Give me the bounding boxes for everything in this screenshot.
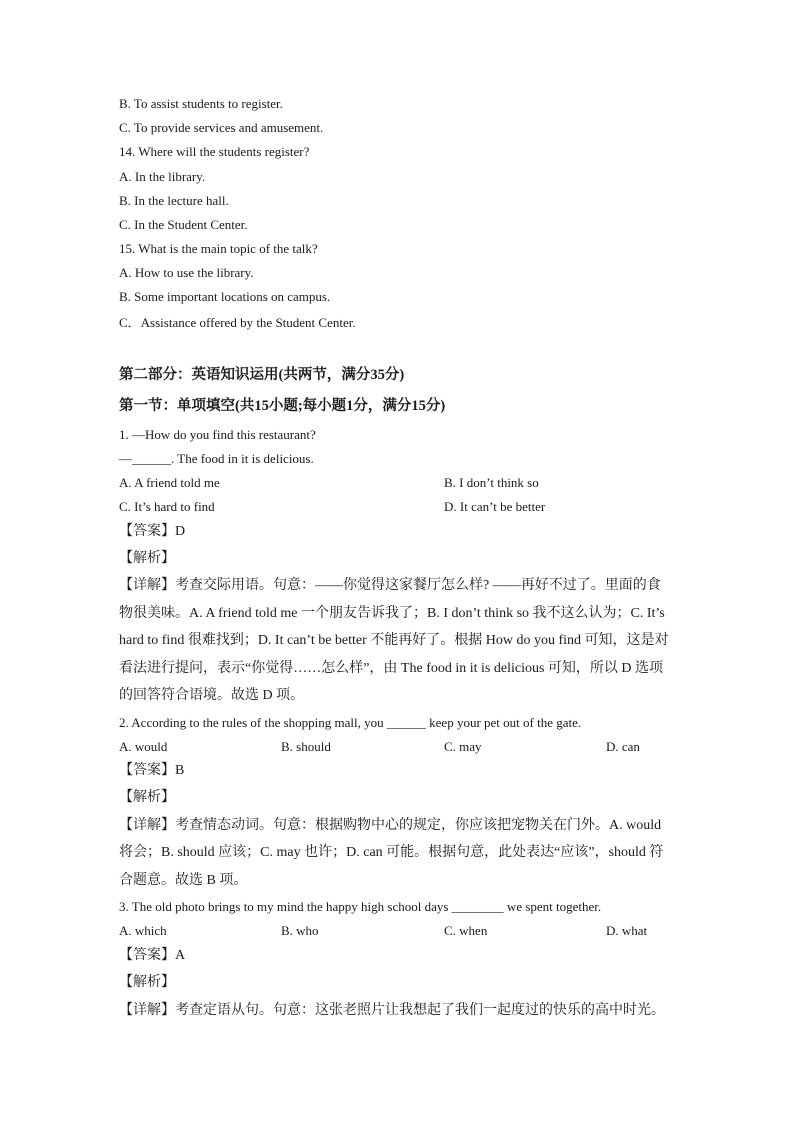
q3-detail-line1: 【详解】考查定语从句。句意：这张老照片让我想起了我们一起度过的快乐的高中时光。 <box>119 1003 665 1018</box>
q13-option-c: C. To provide services and amusement. <box>119 120 324 135</box>
q1-stem-line2: —______. The food in it is delicious. <box>119 451 314 466</box>
q3-answer: 【答案】A <box>119 948 186 963</box>
q3-analysis-label: 【解析】 <box>119 975 175 990</box>
q14-option-b: B. In the lecture hall. <box>119 193 229 208</box>
q1-stem-line1: 1. —How do you find this restaurant? <box>119 427 316 442</box>
q3-stem: 3. The old photo brings to my mind the happy high school days ________ we spent together. <box>119 899 602 914</box>
q1-detail-line4: 看法进行提问，表示“你觉得……怎么样”，由 The food in it is delicious 可知，所以 D 选项 <box>119 661 664 676</box>
q2-option-b: B. should <box>281 739 331 754</box>
q14-option-c: C. In the Student Center. <box>119 217 248 232</box>
q14-option-a: A. In the library. <box>119 169 206 184</box>
q14-stem: 14. Where will the students register? <box>119 144 310 159</box>
q1-option-b: B. I don’t think so <box>444 475 539 490</box>
q1-answer: 【答案】D <box>119 524 186 539</box>
section1-heading: 第一节：单项填空(共15小题;每小题1分，满分15分) <box>119 398 446 414</box>
q15-stem: 15. What is the main topic of the talk? <box>119 241 318 256</box>
q2-answer: 【答案】B <box>119 763 185 778</box>
q2-stem: 2. According to the rules of the shopping mall, you ______ keep your pet out of the gate. <box>119 715 582 730</box>
q1-detail-line2: 物很美味。A. A friend told me 一个朋友告诉我了；B. I don’t think so 我不这么认为；C. It’s <box>119 606 665 621</box>
q1-detail-line1: 【详解】考查交际用语。句意：——你觉得这家餐厅怎么样? ——再好不过了。里面的食 <box>119 578 661 593</box>
q1-option-c: C. It’s hard to find <box>119 499 215 514</box>
q15-option-b: B. Some important locations on campus. <box>119 289 331 304</box>
q2-detail-line3: 合题意。故选 B 项。 <box>119 873 248 888</box>
q2-detail-line2: 将会；B. should 应该；C. may 也许；D. can 可能。根据句意，此处表达“应该”，should 符 <box>119 845 664 860</box>
part2-heading: 第二部分：英语知识运用(共两节，满分35分) <box>119 367 405 383</box>
q15-option-a: A. How to use the library. <box>119 265 254 280</box>
q13-option-b: B. To assist students to register. <box>119 96 283 111</box>
q3-option-c: C. when <box>444 923 488 938</box>
q15-option-c: C．Assistance offered by the Student Center. <box>119 315 356 330</box>
q1-option-a: A. A friend told me <box>119 475 220 490</box>
q2-detail-line1: 【详解】考查情态动词。句意：根据购物中心的规定，你应该把宠物关在门外。A. would <box>119 818 662 833</box>
q1-option-d: D. It can’t be better <box>444 499 546 514</box>
q2-analysis-label: 【解析】 <box>119 790 175 805</box>
q1-detail-line3: hard to find 很难找到；D. It can’t be better 不能再好了。根据 How do you find 可知，这是对 <box>119 633 669 648</box>
q2-option-a: A. would <box>119 739 168 754</box>
q1-analysis-label: 【解析】 <box>119 551 175 566</box>
q1-detail-line5: 的回答符合语境。故选 D 项。 <box>119 688 305 703</box>
q3-option-d: D. what <box>606 923 648 938</box>
q3-option-a: A. which <box>119 923 167 938</box>
q3-option-b: B. who <box>281 923 319 938</box>
q2-option-c: C. may <box>444 739 482 754</box>
q2-option-d: D. can <box>606 739 640 754</box>
